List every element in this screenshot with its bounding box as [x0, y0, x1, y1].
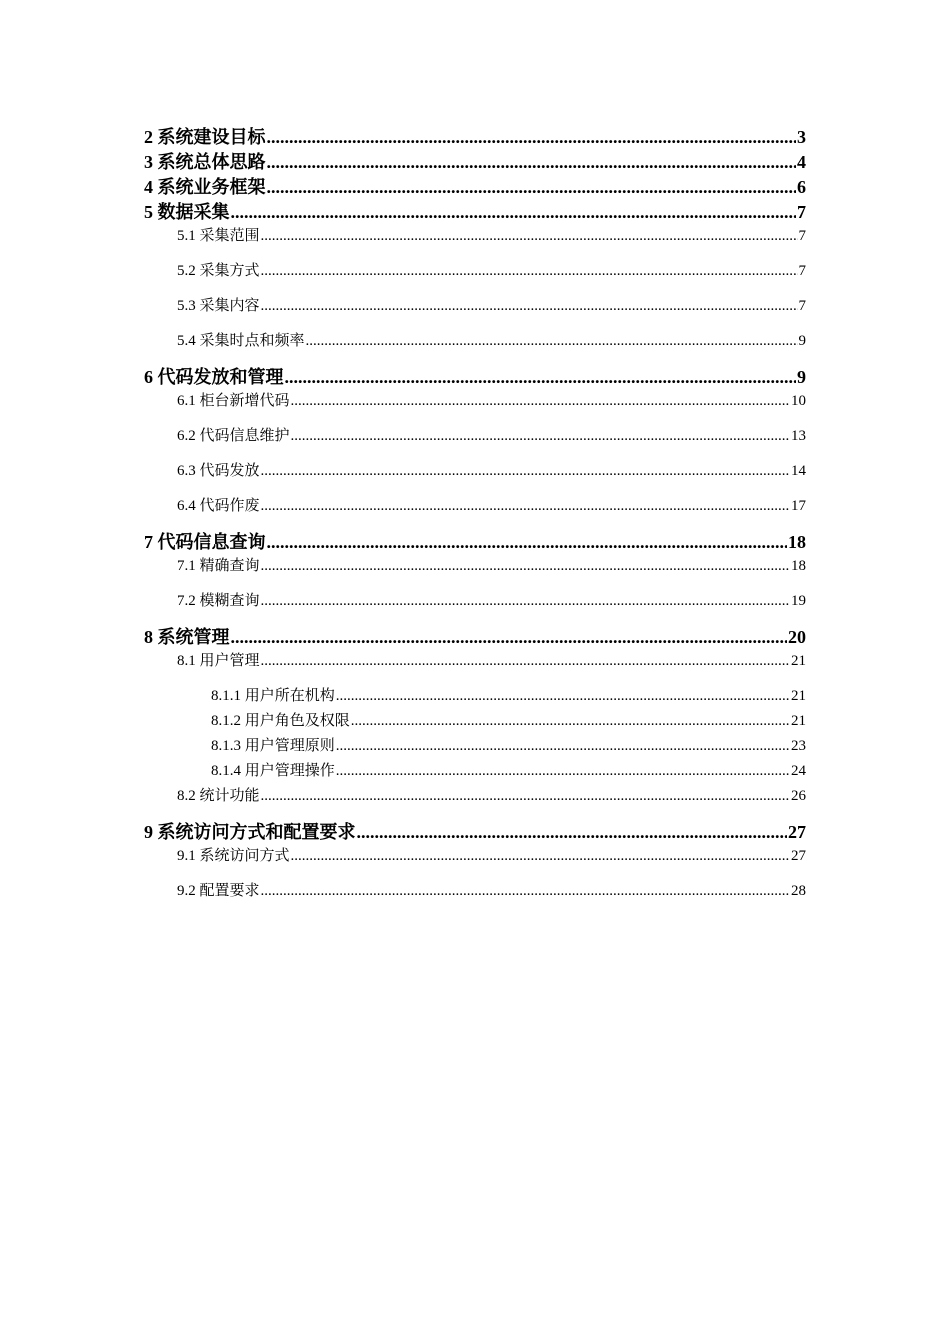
toc-entry-page: 9: [798, 333, 806, 349]
toc-entry-page: 9: [797, 367, 806, 387]
toc-entry[interactable]: [211, 689, 806, 704]
toc-entry-label: 8.2 统计功能: [177, 788, 260, 804]
toc-entry[interactable]: [177, 654, 806, 669]
toc-entry-label: 2 系统建设目标: [144, 127, 266, 147]
toc-leader-dots: [336, 764, 790, 779]
toc-entry[interactable]: [177, 264, 806, 279]
toc-leader-dots: [291, 849, 790, 864]
toc-entry-page: 3: [797, 127, 806, 147]
toc-entry-page: 14: [791, 463, 806, 479]
toc-leader-dots: [261, 299, 798, 314]
toc-entry-page: 7: [797, 202, 806, 222]
toc-entry-page: 21: [791, 688, 806, 704]
toc-entry-page: 13: [791, 428, 806, 444]
toc-entry-page: 21: [791, 713, 806, 729]
toc-entry[interactable]: [177, 559, 806, 574]
toc-leader-dots: [231, 203, 797, 221]
toc-entry[interactable]: [144, 823, 806, 841]
toc-entry[interactable]: [177, 594, 806, 609]
toc-entry-label: 6.4 代码作废: [177, 498, 260, 514]
toc-entry[interactable]: [211, 714, 806, 729]
toc-leader-dots: [261, 499, 790, 514]
toc-leader-dots: [261, 464, 790, 479]
toc-leader-dots: [267, 128, 797, 146]
toc-entry-label: 6.3 代码发放: [177, 463, 260, 479]
toc-entry-label: 6 代码发放和管理: [144, 367, 284, 387]
toc-leader-dots: [351, 714, 790, 729]
toc-leader-dots: [336, 739, 790, 754]
toc-entry-page: 7: [798, 263, 806, 279]
toc-entry-label: 5.4 采集时点和频率: [177, 333, 305, 349]
toc-entry[interactable]: [211, 764, 806, 779]
toc-entry[interactable]: [211, 739, 806, 754]
toc-leader-dots: [261, 654, 790, 669]
toc-entry-page: 18: [788, 532, 806, 552]
toc-leader-dots: [231, 628, 788, 646]
toc-entry-label: 7.1 精确查询: [177, 558, 260, 574]
toc-leader-dots: [267, 533, 788, 551]
toc-leader-dots: [306, 334, 798, 349]
toc-entry-label: 9.1 系统访问方式: [177, 848, 290, 864]
toc-entry-page: 20: [788, 627, 806, 647]
toc-entry[interactable]: [177, 429, 806, 444]
toc-entry-page: 17: [791, 498, 806, 514]
toc-entry-label: 8.1.4 用户管理操作: [211, 763, 335, 779]
toc-leader-dots: [261, 229, 798, 244]
toc-entry-label: 5.1 采集范围: [177, 228, 260, 244]
toc-entry[interactable]: [144, 178, 806, 196]
toc-entry-page: 24: [791, 763, 806, 779]
toc-entry[interactable]: [177, 789, 806, 804]
toc-leader-dots: [336, 689, 790, 704]
toc-entry-page: 10: [791, 393, 806, 409]
toc-entry-page: 6: [797, 177, 806, 197]
toc-entry[interactable]: [144, 368, 806, 386]
toc-entry-label: 9.2 配置要求: [177, 883, 260, 899]
toc-entry[interactable]: [144, 203, 806, 221]
toc-entry-label: 6.2 代码信息维护: [177, 428, 290, 444]
toc-entry-label: 8.1.3 用户管理原则: [211, 738, 335, 754]
toc-entry[interactable]: [177, 464, 806, 479]
toc-entry[interactable]: [144, 128, 806, 146]
toc-entry-page: 19: [791, 593, 806, 609]
toc-entry[interactable]: [177, 229, 806, 244]
toc-entry-label: 7 代码信息查询: [144, 532, 266, 552]
toc-entry-page: 26: [791, 788, 806, 804]
toc-leader-dots: [261, 264, 798, 279]
toc-entry-label: 5.3 采集内容: [177, 298, 260, 314]
toc-entry[interactable]: [177, 849, 806, 864]
toc-leader-dots: [261, 884, 790, 899]
toc-entry[interactable]: [177, 334, 806, 349]
toc-leader-dots: [291, 394, 790, 409]
toc-entry-page: 7: [798, 228, 806, 244]
toc-entry-page: 27: [788, 822, 806, 842]
toc-leader-dots: [357, 823, 788, 841]
toc-entry-label: 7.2 模糊查询: [177, 593, 260, 609]
toc-leader-dots: [267, 153, 797, 171]
toc-entry[interactable]: [144, 628, 806, 646]
toc-entry-label: 8 系统管理: [144, 627, 230, 647]
toc-entry-page: 7: [798, 298, 806, 314]
toc-entry[interactable]: [177, 299, 806, 314]
toc-entry-label: 4 系统业务框架: [144, 177, 266, 197]
toc-entry-label: 8.1.1 用户所在机构: [211, 688, 335, 704]
toc-leader-dots: [261, 594, 790, 609]
toc-leader-dots: [285, 368, 797, 386]
toc-entry-page: 27: [791, 848, 806, 864]
toc-entry[interactable]: [177, 884, 806, 899]
toc-entry-label: 5.2 采集方式: [177, 263, 260, 279]
toc-entry[interactable]: [144, 153, 806, 171]
toc-entry-page: 4: [797, 152, 806, 172]
toc-entry-label: 9 系统访问方式和配置要求: [144, 822, 356, 842]
toc-entry-label: 8.1.2 用户角色及权限: [211, 713, 350, 729]
toc-entry-page: 21: [791, 653, 806, 669]
toc-entry-label: 5 数据采集: [144, 202, 230, 222]
toc-entry[interactable]: [177, 394, 806, 409]
toc-leader-dots: [261, 789, 790, 804]
toc-entry-page: 23: [791, 738, 806, 754]
toc-entry[interactable]: [144, 533, 806, 551]
toc-entry-page: 28: [791, 883, 806, 899]
toc-entry-page: 18: [791, 558, 806, 574]
toc-leader-dots: [291, 429, 790, 444]
toc-entry-label: 6.1 柜台新增代码: [177, 393, 290, 409]
toc-leader-dots: [267, 178, 797, 196]
toc-entry-label: 3 系统总体思路: [144, 152, 266, 172]
toc-leader-dots: [261, 559, 790, 574]
toc-entry-label: 8.1 用户管理: [177, 653, 260, 669]
toc-entry[interactable]: [177, 499, 806, 514]
